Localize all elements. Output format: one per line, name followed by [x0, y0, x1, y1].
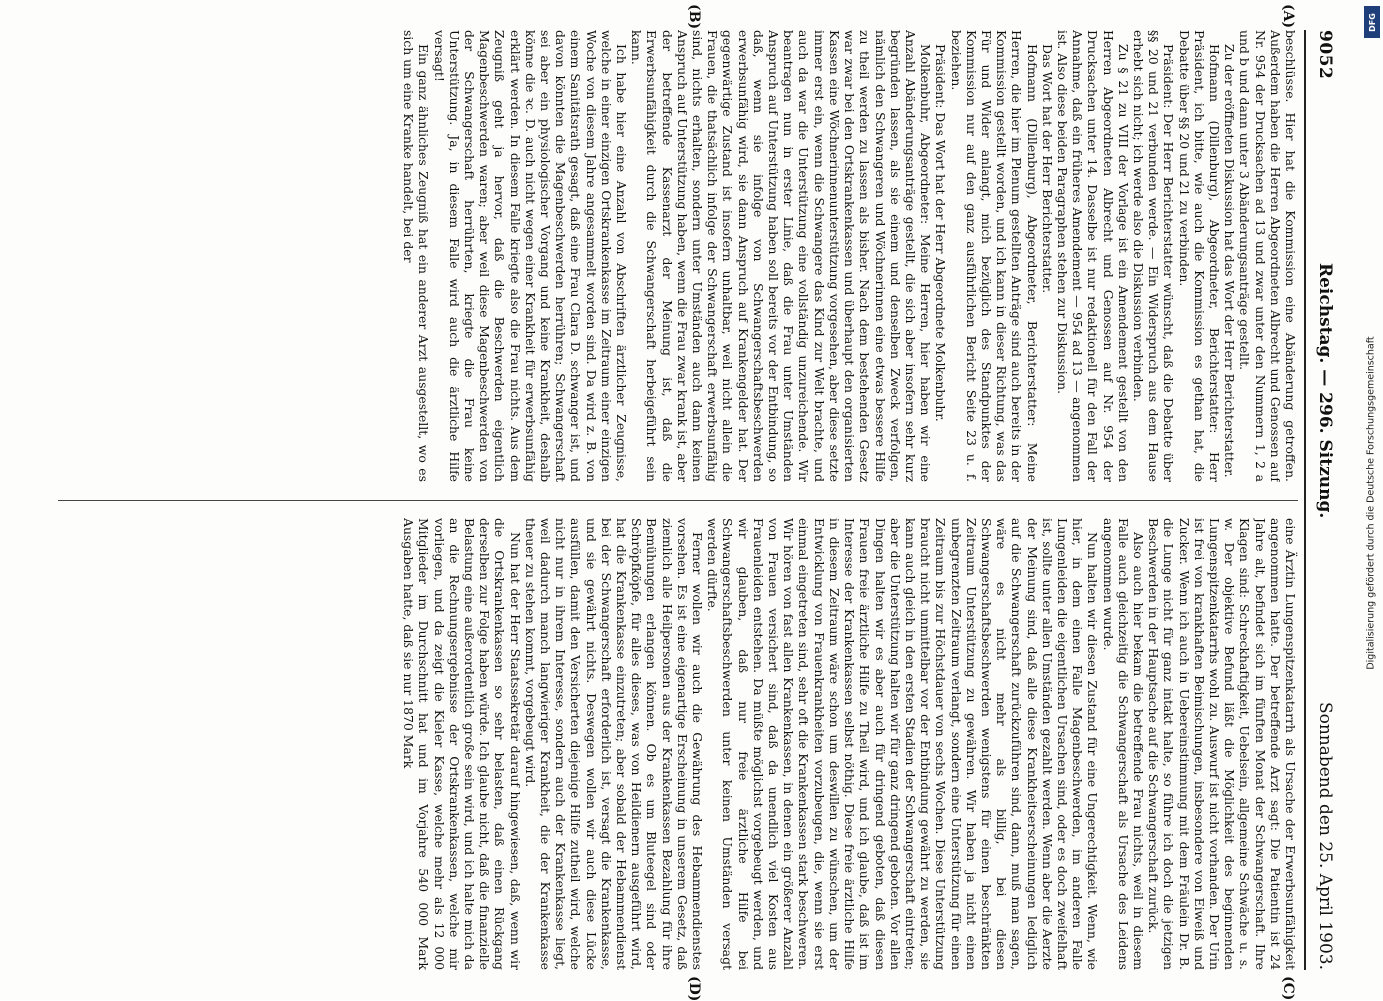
digitization-credit	[1361, 8, 1381, 998]
paragraph: Molkenbuhr, Abgeordneter: Meine Herren, hier haben wir eine Anzahl Abänderungsanträge gestellt, die sich aber insofern sehr kurz begründen lassen, als sie einem und denselben Zweck verfolgen, nämlich den Schwangeren und Wöchnerinnen eine etwas bessere Hilfe zu theil werden zu lassen als bisher. Nach dem bestehenden Gesetz war zwar bei den Ortskrankenkassen und überhaupt den organisierten Kassen eine Wöchnerinnenunterstützung vorgesehen, aber diese setzte immer erst ein, wenn die Schwangere das Kind zur Welt brachte, und auch da war die Unterstützung eine vollständig unzureichende. Wir beantragen nun in erster Linie, daß die Frau unter Umständen Anspruch auf Unterstützung haben soll bereits vor der Entbindung, so daß, wenn sie infolge von Schwangerschaftsbeschwerden erwerbsunfähig wird, sie dann Anspruch auf Krankengelder hat. Der gegenwärtige Zustand ist insofern unhaltbar, weil nicht allein die Frauen, die thatsächlich infolge der Schwangerschaft erwerbsunfähig sind, nichts erhalten, sondern unter Umständen auch dann keinen Anspruch auf Unterstützung haben, wenn die Frau zwar krank ist, aber der betreffende Kassenarzt der Meinung ist, daß die Erwerbsunfähigkeit durch die Schwangerschaft herbeigeführt sein kann.	[628, 30, 933, 482]
credit-text: Digitalisierung gefördert durch die Deutsche Forschungsgemeinschaft	[1365, 336, 1377, 670]
text-column-left	[58, 30, 1298, 482]
header-rule	[1304, 30, 1306, 970]
paragraph: Hofmann (Dillenburg), Abgeordneter, Berichterstatter: Herr Präsident, ich bitte, wie auch die Kommission es gethan hat, die Debatte über §§ 20 und 21 zu verbinden.	[1176, 30, 1222, 482]
paragraph: Zu § 21 zu VIII der Vorlage ist ein Amendement gestellt von den Herren Abgeordneten Albrecht und Genossen auf Nr. 954 der Drucksachen unter 14. Dasselbe ist nur redaktionell für den Fall der Annahme, daß ein früheres Amendement — 954 ad 13 — angenommen ist. Also diese beiden Paragraphen stehen zur Diskussion.	[1054, 30, 1131, 482]
paragraph: Zu der eröffneten Diskussion hat das Wort der Herr Berichterstatter.	[1221, 44, 1237, 478]
paragraph: Nun halten wir diesen Zustand für eine Ungerechtigkeit. Wenn, wie hier, in dem einen Falle Magenbeschwerden, im anderen Falle Lungenleiden die eigentlichen Ursachen sind, oder es doch zweifelhaft ist, sollte unter allen Umständen gezahlt werden. Wenn aber die Aerzte der Meinung sind, daß alle diese Krankheitserscheinungen lediglich auf die Schwangerschaft zurückzuführen sind, dann, muß man sagen, wäre es nicht mehr als billig, bei diesen Schwangerschaftsbeschwerden wenigstens für einen beschränkten Zeitraum Unterstützung zu gewähren. Wir haben ja nicht einen unbegrenzten Zeitraum verlangt, sondern eine Unterstützung für einen Zeitraum bis zur Höchstdauer von sechs Wochen. Diese Unterstützung braucht nicht unmittelbar vor der Entbindung gewährt zu werden, sie kann auch gleich in den ersten Stadien der Schwangerschaft eintreten; aber die Unterstützung halten wir für ganz dringend geboten. Vor allen Dingen halten wir es aber auch für dringend geboten, daß diesen Frauen freie ärztliche Hilfe zu Theil wird, und ich glaube, daß ist im Interesse der Krankenkassen selbst nöthig. Diese freie ärztliche Hilfe in diesem Zeitraum wäre schon um deswillen zu wünschen, um der Entwicklung von Frauenkrankheiten vorzubeugen, die, wenn sie erst einmal eingetreten sind, sehr oft die Krankenkassen stark beschweren. Wir hören von fast allen Krankenkassen, in denen ein größerer Anzahl von Frauen versichert sind, daß da unendlich viel Kosten aus Frauenleiden entstehen. Da müßte möglichst vorgebeugt werden, und wir glauben, daß nur freie ärztliche Hilfe bei Schwangerschaftsbeschwerden unter keinen Umständen versagt werden dürfte.	[704, 518, 1100, 970]
page-header	[1308, 30, 1342, 970]
margin-marker-a: (A)	[1279, 4, 1296, 29]
margin-marker-b: (B)	[685, 4, 702, 30]
column-divider	[58, 500, 1298, 501]
reichstag-protocol-page	[42, 4, 1342, 1001]
paragraph: eine Ärztin Lungenspitzenkatarrh als Ursache der Erwerbsunfähigkeit angenommen hatte. Der betreffende Arzt sagt: Die Patientin ist 24 Jahre alt, befindet sich im fünften Monat der Schwangerschaft. Ihre Klagen sind: Schreckhaftigkeit, Uebelsein, allgemeine Schwäche u. s. w. Der objektive Befund läßt die Möglichkeit des beginnenden Lungenspitzenkatarrhs wohl zu. Auswurf ist nicht vorhanden. Der Urin ist frei von krankhaften Beimischungen, insbesondere von Eiweiß und Zucker. Wenn ich auch in Uebereinstimmung mit dem Fräulein Dr. B. die Lunge nicht für ganz intakt halte, so führe ich doch die jetzigen Beschwerden in der Hauptsache auf die Schwangerschaft zurück.	[1145, 518, 1298, 970]
header-date: Sonnabend den 25. April 1903.	[1314, 701, 1335, 970]
paragraph: Ferner wollen wir auch die Gewährung des Hebammendienstes vorsehen. Es ist eine eigenartige Erscheinung in unserem Gesetz, daß ziemlich alle Heilpersonen aus der Krankenkassen Bezahlung für ihre Bemühungen erlangen können. Ob es um Bluteegel sind oder Schröpfköpfe, für alles dieses, was von Heildienern ausgeführt wird, hat die Krankenkasse einzutreten; aber sobald der Hebammendienst bei der Schwangerschaft erforderlich ist, versagt die Krankenkasse, und sie gewährt nichts. Deswegen wollen wir auch diese Lücke ausfüllen, damit den Versicherten diejenige Hilfe zutheil wird, welche nicht nur in ihrem Interesse, sondern auch der Krankenkasse liegt, weil dadurch manch langwieriger Krankheit, die der Krankenkasse theuer zu stehen kommt, vorgebeugt wird.	[522, 518, 705, 970]
paragraph: Hofmann (Dillenburg), Abgeordneter, Berichterstatter: Meine Herren, die hier im Plenum gestellten Anträge sind auch bereits in der Kommission gestellt worden, und ich kann in dieser Richtung, was das Für und Wider anlangt, mich bezüglich des Standpunktes der Kommission nur auf den ganz ausführlichen Bericht Seite 23 u. f. beziehen.	[948, 30, 1040, 482]
page-number: 9052	[1314, 30, 1335, 80]
margin-marker-c: (C)	[1279, 976, 1296, 1001]
paragraph: Präsident: Der Herr Berichterstatter wünscht, daß die Debatte über §§ 20 und 21 verbunden werde. — Ein Widerspruch aus dem Hause erhebt sich nicht; ich werde also die Diskussion verbinden.	[1130, 30, 1176, 482]
paragraph: Präsident: Das Wort hat der Herr Abgeordnete Molkenbuhr.	[932, 44, 948, 422]
paragraph: Nun hat der Herr Staatssekretär darauf hingewiesen, daß, wenn wir die Ortskrankenkassen so sehr belasten, daß einen Rückgang derselben zur Folge haben würde. Ich glaube nicht, daß die finanzielle Belastung eine außerordentlich große sein wird, und ich halte mich da an die Rechnungsergebnisse der Ortskrankenkassen, welche mir vorliegen, und da zeigt die Kieler Kasse, welche mehr als 12 000 Mitglieder im Durchschnitt hat und im Vorjahre 540 000 Mark Ausgaben hatte, daß sie nur 1870 Mark	[400, 518, 523, 970]
margin-marker-d: (D)	[685, 976, 702, 1001]
paragraph: Ich habe hier eine Anzahl von Abschriften ärztlicher Zeugnisse, welche in einer einzigen Ortskrankenkasse im Zeitraum einer einzigen Woche von diesem Jahre angesammelt worden sind. Da wird z. B. von einem Sanitätsrath gesagt, daß eine Frau Clara D. schwanger ist, und davon könnten die Magenbeschwerden herrühren; Schwangerschaft sei aber ein physiologischer Vorgang und keine Krankheit, deshalb könne die ꝛc. D. auch nicht wegen einer Krankheit für erwerbsunfähig erklärt werden. In diesem Falle kriegte also die Frau nichts. Aus dem Zeugniß geht ja hervor, daß die Beschwerden eigentlich Magenbeschwerden waren; aber weil diese Magenbeschwerden von der Schwangerschaft herrührten, kriegte die Frau keine Unterstützung. Ja, in diesem Falle wird auch die ärztliche Hilfe versagt!	[431, 30, 629, 482]
paragraph: Ein ganz ähnliches Zeugniß hat ein anderer Arzt ausgestellt, wo es sich um eine Kranke handelt, bei der	[400, 30, 431, 482]
dfg-logo-text: DFG	[1367, 12, 1377, 32]
dfg-logo	[1364, 6, 1380, 38]
paragraph: Also auch hier bekam die betreffende Frau nichts, weil in diesem Falle auch gleichzeitig die Schwangerschaft als Ursache des Leidens angenommen wurde.	[1100, 518, 1146, 970]
paragraph: Das Wort hat der Herr Berichterstatter.	[1039, 44, 1055, 294]
text-column-right	[58, 518, 1298, 970]
paragraph: beschlüsse. Hier hat die Kommission eine Abänderung getroffen. Außerdem haben die Herren Abgeordneten Albrecht und Genossen auf Nr. 954 der Drucksachen ad 13 und zwar unter den Nummern 1, 2 a und b und dann unter 3 Abänderungsanträge gestellt.	[1236, 30, 1298, 482]
header-session-title: Reichstag. — 296. Sitzung.	[1314, 262, 1335, 519]
